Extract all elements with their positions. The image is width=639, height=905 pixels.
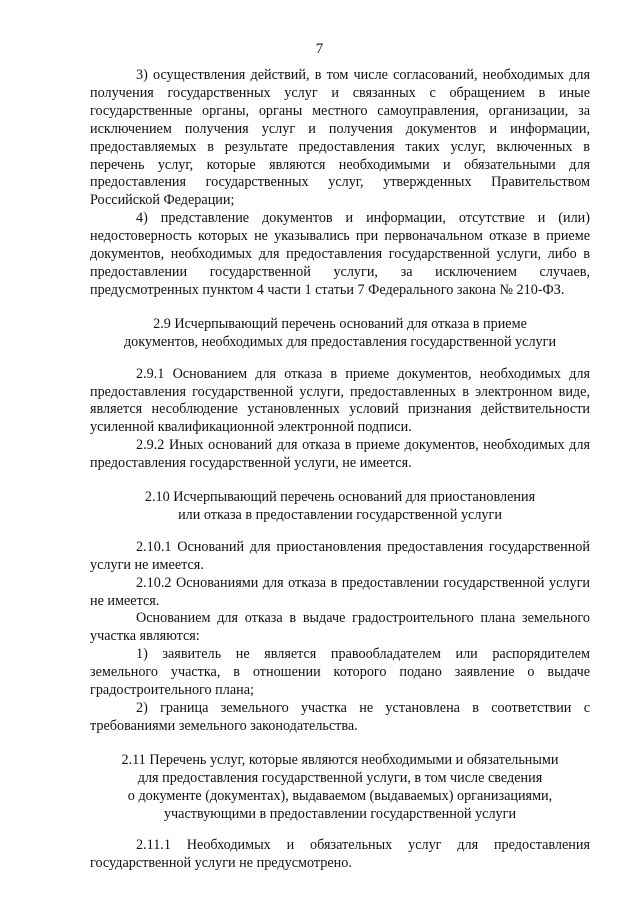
section-heading — [90, 752, 590, 824]
heading-line: или отказа в предоставлении государственной услуги — [178, 506, 502, 523]
paragraph: 2) граница земельного участка не установлена в соответствии с требованиями земельного законодательства. — [90, 700, 590, 734]
document-body — [90, 67, 590, 873]
heading-line: 2.10 Исчерпывающий перечень оснований для приостановления — [144, 489, 536, 506]
paragraph: 2.10.2 Основаниями для отказа в предоставлении государственной услуги не имеется. — [90, 574, 590, 609]
section-heading — [90, 316, 590, 352]
paragraph: 3) осуществления действий, в том числе согласований, необходимых для получения государственных услуг и связанных с обращением в иные государственные органы, органы местного самоуправления, организации, за исключением получения услуг и получения документов и информации, предоставляемых в результате предоставления таких услуг, включенных в перечень услуг, которые являются необходимыми и обязательными для предоставления государственных услуг, утвержденных Правительством Российской Федерации; — [90, 67, 590, 209]
heading-line: участвующими в предоставлении государственной услуги — [163, 805, 517, 822]
heading-line: о документе (документах), выдаваемом (выдаваемых) организациями, — [127, 787, 553, 804]
heading-line: 2.11 Перечень услуг, которые являются необходимыми и обязательными — [121, 751, 559, 768]
page-number: 7 — [315, 41, 324, 57]
heading-line: 2.9 Исчерпывающий перечень оснований для отказа в приеме — [153, 315, 527, 332]
paragraph: 2.11.1 Необходимых и обязательных услуг для предоставления государственной услуги не предусмотрено. — [90, 837, 590, 872]
paragraph: 1) заявитель не является правообладателем или распорядителем земельного участка, в отношении которого подано заявление о выдаче градостроительного плана; — [90, 646, 590, 699]
paragraph: 2.9.1 Основанием для отказа в приеме документов, необходимых для предоставления государственной услуги, предоставленных в электронном виде, является несоблюдение установленных условий признания действительности усиленной квалификационной электронной подписи. — [90, 365, 590, 436]
paragraph: 2.10.1 Оснований для приостановления предоставления государственной услуги не имеется. — [90, 538, 590, 573]
paragraph: 2.9.2 Иных оснований для отказа в приеме документов, необходимых для предоставления государственной услуги, не имеется. — [90, 437, 590, 472]
heading-line: для предоставления государственной услуги, в том числе сведения — [137, 769, 543, 786]
heading-line: документов, необходимых для предоставления государственной услуги — [123, 333, 557, 350]
paragraph: 4) представление документов и информации, отсутствие и (или) недостоверность которых не указывались при первоначальном отказе в приеме документов, необходимых для предоставления государственной услуги, либо в предоставлении государственной услуги, за исключением случаев, предусмотренных пунктом 4 части 1 статьи 7 Федерального закона № 210-ФЗ. — [90, 210, 590, 298]
paragraph: Основанием для отказа в выдаче градостроительного плана земельного участка являются: — [90, 610, 590, 645]
section-heading — [90, 489, 590, 525]
